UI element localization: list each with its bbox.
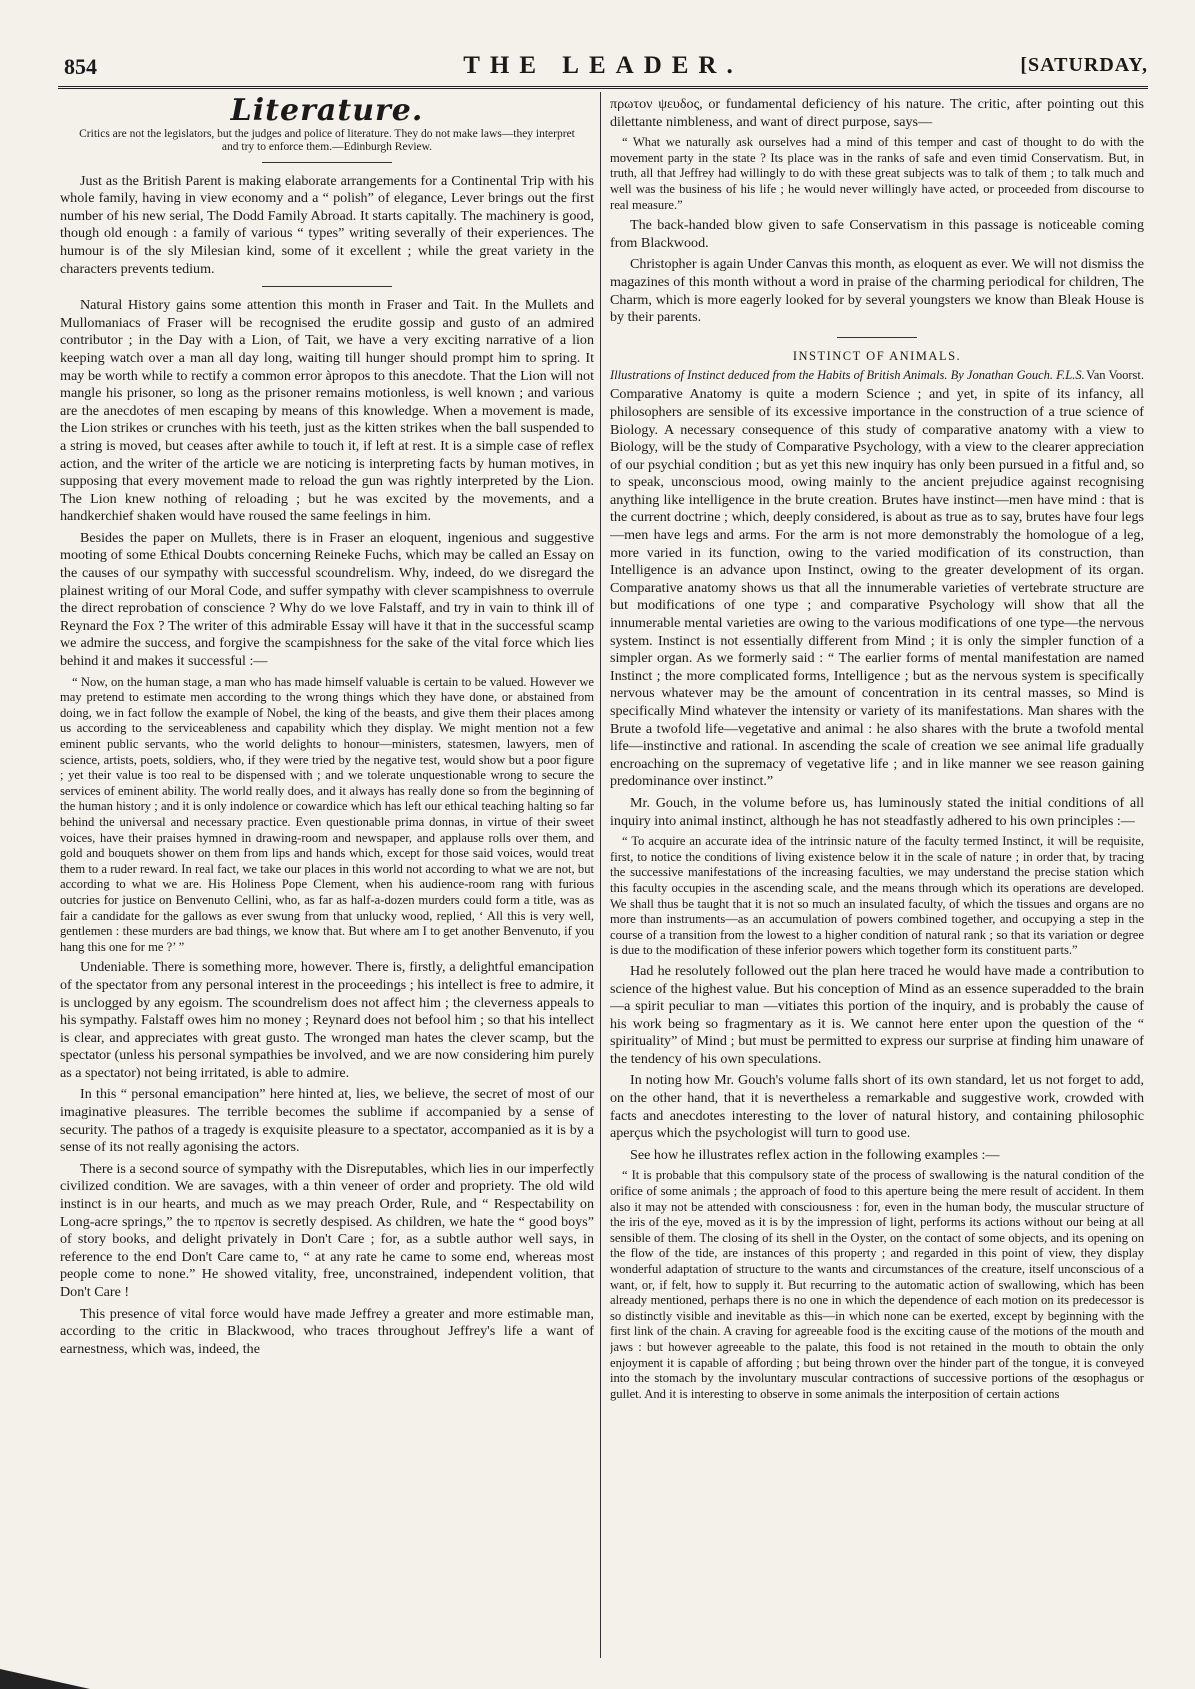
- block-quote: “ Now, on the human stage, a man who has made himself valuable is certain to be valued. However we may pretend to estimate men according to the wrong things which they have done, or abstained from doing, we in fact follow the example of Nobel, the king of the beasts, and give them their places among us according to the serviceableness and capability which they display. We might mention not a few eminent public servants, who the world delights to honour—ministers, statesmen, lawyers, men of science, artists, poets, soldiers, who, if they were tried by the negative test, would show but a poor figure ; yet their value is too real to be dispensed with ; and we tolerate unquestionable wrong to secure the services of eminent ability. The world really does, and it always has really done so from the beginning of the human history ; and it is only indolence or cowardice which has left our ethical teaching halting so far behind the universal and necessary practice. Even questionable prima donnas, in virtue of their sweet voices, have their praises hymned in drawing-room and newspaper, and applause rolls over them, and gold and bouquets shower on them from lips and hands which, except for those said voices, would treat them to a ruder reward. In real fact, we take our places in this world not according to what we are not, but according to what we are. His Holiness Pope Clement, when his audience-room rang with furious outcries for justice on Benvenuto Cellini, who, as far as half-a-dozen murders could form a title, was as fair a candidate for the gallows as ever swung from that unlucky wood, replied, ‘ All this is very well, gentlemen : these murders are bad things, we know that. But where am I to get another Benvenuto, if you hang this one for me ?’ ”: [60, 674, 594, 954]
- book-citation: [610, 368, 1144, 382]
- header-rule: [58, 86, 1148, 89]
- paragraph: Besides the paper on Mullets, there is in Fraser an eloquent, ingenious and suggestive mooting of some Ethical Doubts concerning Reineke Fuchs, which may be called an Essay on the causes of our sympathy with successful scoundrelism. Why, indeed, do we disregard the plainest writing of our Moral Code, and suffer sympathy with clever scampishness to overrule the direct reprobation of conscience ? Why do we love Falstaff, and try in vain to think ill of Reynard the Fox ? The writer of this admirable Essay will have it that in the successful scamp we admire the success, and forgive the scampishness for the sake of the vital force which lies behind it and makes it successful :—: [60, 529, 594, 670]
- masthead-title: THE LEADER.: [463, 52, 743, 79]
- divider: [262, 162, 392, 163]
- block-quote: “ To acquire an accurate idea of the intrinsic nature of the faculty termed Instinct, it will be requisite, first, to notice the conditions of living existence below it in the scale of nature ; in order that, by tracing the successive manifestations of the increasing faculties, we may understand the precise station which this faculty occupies in the ascending scale, and the means through which its operations are developed. We shall thus be taught that it is not so much an insulated faculty, of which the tissues and organs are no more than instruments—as an accumulation of powers combined together, and occupying a step in the course of a transition from the lowest to a higher condition of natural rank ; so that its variation or degree is due to the modification of these inferior powers which together form its constituent parts.”: [610, 834, 1144, 958]
- divider: [262, 286, 392, 287]
- paragraph: πρωτον ψευδος, or fundamental deficiency of his nature. The critic, after pointing out this dilettante nimbleness, and want of direct purpose, says—: [610, 96, 1144, 130]
- paragraph: There is a second source of sympathy with the Disreputables, which lies in our imperfectly civilized condition. We are savages, with a thin veneer of order and propriety. The old wild instinct is in our hearts, and much as we may preach Order, Rule, and “ Respectability on Long-acre springs,” the το πρεπον is secretly despised. As children, we hate the “ good boys” of story books, and delight privately in Don't Care ; for, as a subtle author well says, in reference to the end Don't Care came to, “ at any rate he came to some end, whereas most people come to none.” He showed vitality, free, unconstrained, independent volition, that Don't Care !: [60, 1160, 594, 1300]
- paragraph: Christopher is again Under Canvas this month, as eloquent as ever. We will not dismiss the magazines of this month without a word in praise of the charming periodical for children, The Charm, which is more eagerly looked for by several youngsters we know than Bleak House is by their parents.: [610, 256, 1144, 326]
- column-divider: [600, 92, 601, 1658]
- paragraph: Natural History gains some attention this month in Fraser and Tait. In the Mullets and Mullomaniacs of Fraser will be recognised the erudite gossip and gusto of an admired contributor ; in the Day with a Lion, of Tait, we have a very exciting narrative of a lion keeping watch over a man all day long, waiting till hunger should prompt him to spring. It may be worth while to rectify a common error àpropos to this anecdote. That the Lion will not mangle his prisoner, so long as the prisoner remains motionless, is well known ; and various are the anecdotes of men escaping by means of this knowledge. When a movement is made, the Lion strikes or crunches with his teeth, just as the kitten strikes when the ball suspended to a string is moved, but ceases after awhile to touch it, if left at rest. It is a simple case of reflex action, and the writer of the article we are noticing is interpreting facts by human motives, in supposing that every movement made to reload the gun was rightly interpreted by the Lion. The Lion knew nothing of reloading ; but he was excited by the movements, and a handkerchief shaken would have roused the same feelings in him.: [60, 297, 594, 525]
- paragraph: The back-handed blow given to safe Conservatism in this passage is noticeable coming from Blackwood.: [610, 217, 1144, 251]
- paragraph: This presence of vital force would have made Jeffrey a greater and more estimable man, according to the critic in Blackwood, who traces throughout Jeffrey's life a want of earnestness, which was, indeed, the: [60, 1305, 594, 1357]
- paragraph: Had he resolutely followed out the plan here traced he would have made a contribution to science of the highest value. But his conception of Mind as an essence superadded to the brain—a spirit peculiar to man —vitiates this portion of the inquiry, and is probably the cause of his work being so fragmentary as it is. We cannot here enter upon the question of the “ spirituality” of Mind ; but must be permitted to express our surprise at finding him unaware of the tendency of his own speculations.: [610, 962, 1144, 1067]
- left-column: [60, 96, 594, 1656]
- page-header: [58, 48, 1148, 84]
- paragraph: In this “ personal emancipation” here hinted at, lies, we believe, the secret of most of our imaginative pleasures. The terrible becomes the sublime if accompanied by a sense of security. The pathos of a tragedy is exquisite pleasure to a spectator, accompanied as it is by a sense of its not really agonising the actors.: [60, 1086, 594, 1156]
- block-quote: “ What we naturally ask ourselves had a mind of this temper and cast of thought to do with the movement party in the state ? Its place was in the ranks of safe and even timid Conservatism. But, in truth, all that Jeffrey had willingly to do with these great subjects was to talk of them ; to talk much and well was the business of his life ; he would never willingly have acted, or proceeded from discourse to real measure.”: [610, 135, 1144, 212]
- book-title: Illustrations of Instinct deduced from the Habits of British Animals. By Jonathan Gouch. F.L.S.: [610, 368, 1085, 383]
- header-day: [SATURDAY,: [1020, 54, 1148, 76]
- paragraph: Just as the British Parent is making elaborate arrangements for a Continental Trip with his whole family, having in view economy and a “ polish” of elegance, Lever brings out the first number of his new serial, The Dodd Family Abroad. It starts capitally. The machinery is good, though old enough : a family of various “ types” writing severally of their experiences. The humour is of the sly Milesian kind, some of it excellent ; while the great variety in the characters prevents tedium.: [60, 172, 594, 277]
- paragraph: In noting how Mr. Gouch's volume falls short of its own standard, let us not forget to add, on the other hand, that it is nevertheless a remarkable and suggestive work, crowded with facts and anecdotes interesting to the lover of natural history, and containing philosophic aperçus which the psychologist will turn to good use.: [610, 1072, 1144, 1142]
- block-quote: “ It is probable that this compulsory state of the process of swallowing is the natural condition of the orifice of some animals ; the approach of food to this aperture being the mere result of accident. In them also it may not be attended with consciousness : for, even in the human body, the muscular structure of the iris of the eye, moved as it is by the impression of light, performs its actions without our being at all sensible of them. The closing of its shell in the Oyster, on the contact of some objects, and its opening on the flow of the tide, are instances of this property ; and regarded in this point of view, they display wonderful adaptation of structure to the wants and circumstances of the creature, itself unconscious of a want, or, if felt, how to supply it. But recurring to the automatic action of swallowing, which has been already mentioned, perhaps there is no one in which the dependence of each motion on its predecessor is so distinctly visible and inevitable as this—in which none can be exerted, except by beginning with the first link of the chain. A craving for agreeable food is the exciting cause of the motions of the mouth and jaws : but however agreeable to the palate, this food is not retained in the mouth to obtain the only enjoyment it is capable of affording ; but being thrown over the hinder part of the tongue, it is conveyed into the stomach by the involuntary muscular contractions of successive portions of the œsophagus or gullet. And it is interesting to observe in some animals the interposition of certain actions: [610, 1168, 1144, 1401]
- book-publisher: Van Voorst.: [1086, 368, 1144, 383]
- article-title: INSTINCT OF ANIMALS.: [792, 348, 962, 363]
- epigraph: Critics are not the legislators, but the judges and police of literature. They do not make laws—they interpret and try to enforce them.—Edinburgh Review.: [79, 127, 575, 153]
- paragraph: See how he illustrates reflex action in the following examples :—: [630, 1146, 1000, 1163]
- paragraph: Mr. Gouch, in the volume before us, has luminously stated the initial conditions of all inquiry into animal instinct, although he has not steadfastly adhered to his own principles :—: [610, 794, 1144, 829]
- scan-artifact: [0, 1659, 90, 1689]
- page-number: 854: [64, 54, 97, 79]
- divider: [837, 337, 917, 338]
- paragraph: Comparative Anatomy is quite a modern Science ; and yet, in spite of its infancy, all philosophers are sensible of its excessive importance in the construction of a true science of Biology. A necessary consequence of this study of comparative anatomy with a view to Biology, will be the study of Comparative Psychology, with a view to the clearer appreciation of our psychial condition ; but as yet this new inquiry has only been pursued in a fitful and, so to speak, unconscious mood, owing mainly to the ancient prejudice against recognising anything like intelligence in the brute creation. Brutes have instinct—men have mind : that is the current doctrine ; which, deeply considered, is about as true as to say, brutes have four legs —men have legs and arms. For the arm is not more demonstrably the homologue of a leg, more varied in its function, owing to the varied modification of its construction, than Intelligence is an advance upon Instinct, owing to the greater development of its organ. Comparative anatomy shows us that all the innumerable varieties of vertebrate structure are but modifications of one type ; and comparative Psychology will show that all the innumerable mental varieties are owing to the various modifications of one type—the nervous system. Instinct is not essentially different from Mind ; it is only the simpler function of a simpler organ. As we formerly said : “ The earlier forms of mental manifestation are named Instinct ; the more complicated forms, Intelligence ; but as the nervous system is specifically nervous whatever may be the amount of concentration in its central masses, so Mind is specifically Mind whatever the intensity or variety of its manifestations. Man shares with the Brute a twofold life—vegetative and animal : he also shares with the brute a twofold mental life—instinctive and rational. In ascending the scale of creation we see animal life gradually encroaching on the supremacy of vegetative life ; and in like manner we see reason gaining predominance over instinct.”: [610, 386, 1144, 790]
- right-column: [610, 96, 1144, 1656]
- paragraph: Undeniable. There is something more, however. There is, firstly, a delightful emancipation of the spectator from any personal interest in the proceedings ; his intellect is free to admire, it is unclogged by any egoism. The scoundrelism does not affect him ; the cleverness appeals to his sympathy. Falstaff owes him no money ; Reynard does not befool him ; so that his intellect is clear, and appreciates with great gusto. The wronged man hates the clever scamp, but the spectator (unless his personal sympathies be involved, and we are now considering him purely as a spectator) not being irritated, is able to admire.: [60, 959, 594, 1081]
- section-title: Literature.: [230, 96, 424, 128]
